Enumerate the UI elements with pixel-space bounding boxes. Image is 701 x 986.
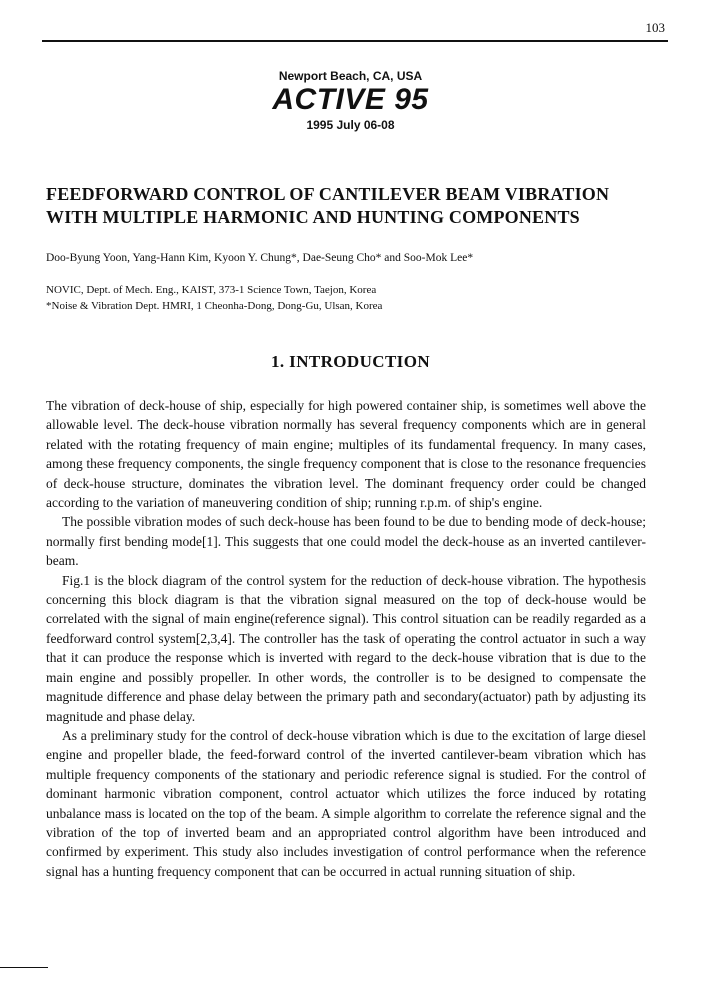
paragraph: The vibration of deck-house of ship, especially for high powered container ship, is sometimes well above the allowable level. The deck-house vibration normally has several frequency components which are in general related with the rotating frequency of main engine; multiples of its fundamental frequency. In many cases, among these frequency components, the single frequency component that is close to the resonance frequencies of deck-house structure, dominates the vibration level. The dominant frequency order could be changed according to the variation of maneuvering condition of ship; running r.p.m. of ship's engine. — [46, 398, 646, 511]
paragraph: The possible vibration modes of such deck-house has been found to be due to bending mode of deck-house; normally first bending mode[1]. This suggests that one could model the deck-house as an inverted cantilever-beam. — [46, 514, 646, 569]
page-number: 103 — [645, 20, 665, 35]
paper-title-line-1: FEEDFORWARD CONTROL OF CANTILEVER BEAM VIBRATION — [46, 184, 610, 204]
paragraph: As a preliminary study for the control of deck-house vibration which is due to the excitation of large diesel engine and propeller blade, the feed-forward control of the inverted cantilever-beam vibration which has multiple frequency components of the stationary and periodic reference signal is studied. For the control of dominant harmonic vibration component, control actuator which utilizes the force induced by rotating unbalance mass is located on the top of the beam. A simple algorithm to correlate the reference signal and the vibration of the top of inverted beam and an appropriated control algorithm have been introduced and confirmed by experiment. This study also includes investigation of control performance when the reference signal has a hunting frequency component that can be occurred in actual running situation of ship. — [46, 727, 646, 879]
section-heading: 1. INTRODUCTION — [270, 352, 431, 371]
affiliation-secondary: *Noise & Vibration Dept. HMRI, 1 Cheonha-Dong, Dong-Gu, Ulsan, Korea — [46, 299, 383, 312]
paragraph: Fig.1 is the block diagram of the control system for the reduction of deck-house vibration. The hypothesis concerning this block diagram is that the vibration signal measured on the top of deck-house would be correlated with the signal of main engine(reference signal). This control situation can be readily regarded as a feedforward control system[2,3,4]. The controller has the task of operating the control actuator in such a way that it can produce the response which is inverted with regard to the deck-house vibration that is due to the main engine and possibly propeller. In other words, the controller is to be designed to compensate the magnitude difference and phase delay between the primary path and secondary(actuator) path by adjusting its magnitude and phase delay. — [46, 572, 646, 724]
author-list: Doo-Byung Yoon, Yang-Hann Kim, Kyoon Y. Chung*, Dae-Seung Cho* and Soo-Mok Lee* — [46, 252, 474, 264]
header-rule — [42, 40, 668, 42]
affiliation-primary: NOVIC, Dept. of Mech. Eng., KAIST, 373-1 Science Town, Taejon, Korea — [46, 284, 377, 296]
paper-title-line-2: WITH MULTIPLE HARMONIC AND HUNTING COMPONENTS — [46, 207, 580, 227]
section-body — [46, 396, 646, 881]
paper-title — [46, 183, 666, 229]
conference-date: 1995 July 06-08 — [306, 118, 395, 132]
footnote-rule — [0, 967, 48, 968]
affiliations — [46, 283, 666, 314]
conference-name: ACTIVE 95 — [272, 83, 429, 116]
conference-location: Newport Beach, CA, USA — [278, 69, 423, 83]
conference-block — [0, 68, 701, 133]
